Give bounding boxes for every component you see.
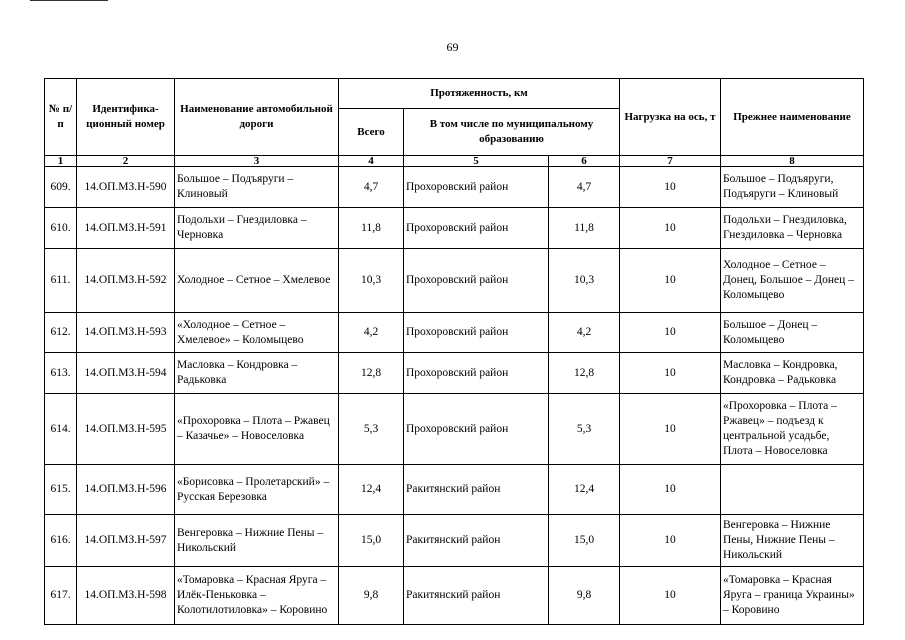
road-name: Масловка – Кондровка – Радьковка bbox=[175, 353, 339, 394]
district-length: 4,2 bbox=[549, 313, 620, 353]
road-id: 14.ОП.МЗ.Н-593 bbox=[77, 313, 175, 353]
length-total: 11,8 bbox=[339, 208, 404, 249]
road-name: «Борисовка – Пролетарский» – Русская Березовка bbox=[175, 465, 339, 515]
district: Прохоровский район bbox=[404, 313, 549, 353]
table-row bbox=[45, 208, 864, 249]
road-id: 14.ОП.МЗ.Н-590 bbox=[77, 167, 175, 208]
col-number: 7 bbox=[620, 156, 721, 167]
table-row bbox=[45, 515, 864, 567]
header-num: № п/п bbox=[45, 79, 77, 156]
col-number: 2 bbox=[77, 156, 175, 167]
previous-name: Подольхи – Гнездиловка, Гнездиловка – Черновка bbox=[721, 208, 864, 249]
header-prev: Прежнее наименование bbox=[721, 79, 864, 156]
district-length: 5,3 bbox=[549, 394, 620, 465]
district: Ракитянский район bbox=[404, 567, 549, 625]
page-number: 69 bbox=[446, 40, 459, 54]
row-number: 614. bbox=[45, 394, 77, 465]
top-rule bbox=[30, 0, 108, 1]
road-id: 14.ОП.МЗ.Н-596 bbox=[77, 465, 175, 515]
length-total: 4,7 bbox=[339, 167, 404, 208]
header-incl: В том числе по муниципальному образованию bbox=[404, 109, 620, 156]
previous-name: Масловка – Кондровка, Кондровка – Радьковка bbox=[721, 353, 864, 394]
road-id: 14.ОП.МЗ.Н-594 bbox=[77, 353, 175, 394]
district-length: 10,3 bbox=[549, 249, 620, 313]
previous-name: Большое – Подъяруги, Подъяруги – Клиновый bbox=[721, 167, 864, 208]
district-length: 12,4 bbox=[549, 465, 620, 515]
length-total: 4,2 bbox=[339, 313, 404, 353]
axle-load: 10 bbox=[620, 394, 721, 465]
road-id: 14.ОП.МЗ.Н-595 bbox=[77, 394, 175, 465]
row-number: 611. bbox=[45, 249, 77, 313]
table-row bbox=[45, 394, 864, 465]
road-name: Большое – Подъяруги – Клиновый bbox=[175, 167, 339, 208]
previous-name: Холодное – Сетное – Донец, Большое – Донец – Коломыцево bbox=[721, 249, 864, 313]
road-name: «Холодное – Сетное – Хмелевое» – Коломыцево bbox=[175, 313, 339, 353]
row-number: 616. bbox=[45, 515, 77, 567]
axle-load: 10 bbox=[620, 208, 721, 249]
road-name: «Прохоровка – Плота – Ржавец – Казачье» – Новоселовка bbox=[175, 394, 339, 465]
district-length: 9,8 bbox=[549, 567, 620, 625]
district-length: 15,0 bbox=[549, 515, 620, 567]
previous-name: Венгеровка – Нижние Пены, Нижние Пены – Никольский bbox=[721, 515, 864, 567]
row-number: 612. bbox=[45, 313, 77, 353]
road-id: 14.ОП.МЗ.Н-592 bbox=[77, 249, 175, 313]
road-id: 14.ОП.МЗ.Н-597 bbox=[77, 515, 175, 567]
row-number: 609. bbox=[45, 167, 77, 208]
previous-name: Большое – Донец – Коломыцево bbox=[721, 313, 864, 353]
col-number: 1 bbox=[45, 156, 77, 167]
axle-load: 10 bbox=[620, 515, 721, 567]
length-total: 10,3 bbox=[339, 249, 404, 313]
col-number: 6 bbox=[549, 156, 620, 167]
table-row bbox=[45, 567, 864, 625]
district-length: 11,8 bbox=[549, 208, 620, 249]
district: Прохоровский район bbox=[404, 394, 549, 465]
header-name: Наименование автомобильной дороги bbox=[175, 79, 339, 156]
axle-load: 10 bbox=[620, 567, 721, 625]
table-row bbox=[45, 353, 864, 394]
row-number: 610. bbox=[45, 208, 77, 249]
header-load: Нагрузка на ось, т bbox=[620, 79, 721, 156]
district: Прохоровский район bbox=[404, 167, 549, 208]
district-length: 4,7 bbox=[549, 167, 620, 208]
axle-load: 10 bbox=[620, 249, 721, 313]
row-number: 613. bbox=[45, 353, 77, 394]
table-row bbox=[45, 167, 864, 208]
axle-load: 10 bbox=[620, 353, 721, 394]
header-total: Всего bbox=[339, 109, 404, 156]
table-row bbox=[45, 249, 864, 313]
district: Ракитянский район bbox=[404, 515, 549, 567]
road-id: 14.ОП.МЗ.Н-591 bbox=[77, 208, 175, 249]
col-number: 5 bbox=[404, 156, 549, 167]
table-row bbox=[45, 465, 864, 515]
previous-name: «Прохоровка – Плота – Ржавец» – подъезд к центральной усадьбе, Плота – Новоселовка bbox=[721, 394, 864, 465]
district-length: 12,8 bbox=[549, 353, 620, 394]
roads-table bbox=[44, 78, 864, 625]
col-number: 8 bbox=[721, 156, 864, 167]
previous-name: «Томаровка – Красная Яруга – граница Украины» – Коровино bbox=[721, 567, 864, 625]
district: Прохоровский район bbox=[404, 249, 549, 313]
district: Ракитянский район bbox=[404, 465, 549, 515]
length-total: 15,0 bbox=[339, 515, 404, 567]
length-total: 9,8 bbox=[339, 567, 404, 625]
district: Прохоровский район bbox=[404, 208, 549, 249]
axle-load: 10 bbox=[620, 167, 721, 208]
road-name: Холодное – Сетное – Хмелевое bbox=[175, 249, 339, 313]
axle-load: 10 bbox=[620, 465, 721, 515]
col-number: 4 bbox=[339, 156, 404, 167]
road-name: Венгеровка – Нижние Пены – Никольский bbox=[175, 515, 339, 567]
district: Прохоровский район bbox=[404, 353, 549, 394]
row-number: 617. bbox=[45, 567, 77, 625]
row-number: 615. bbox=[45, 465, 77, 515]
header-id: Идентифика-ционный номер bbox=[77, 79, 175, 156]
length-total: 12,8 bbox=[339, 353, 404, 394]
previous-name bbox=[721, 465, 864, 515]
header-length: Протяженность, км bbox=[339, 79, 620, 109]
column-numbers-row bbox=[45, 156, 864, 167]
table-row bbox=[45, 313, 864, 353]
road-name: Подольхи – Гнездиловка – Черновка bbox=[175, 208, 339, 249]
road-name: «Томаровка – Красная Яруга – Илёк-Пеньковка – Колотилотиловка» – Коровино bbox=[175, 567, 339, 625]
length-total: 12,4 bbox=[339, 465, 404, 515]
axle-load: 10 bbox=[620, 313, 721, 353]
length-total: 5,3 bbox=[339, 394, 404, 465]
road-id: 14.ОП.МЗ.Н-598 bbox=[77, 567, 175, 625]
col-number: 3 bbox=[175, 156, 339, 167]
